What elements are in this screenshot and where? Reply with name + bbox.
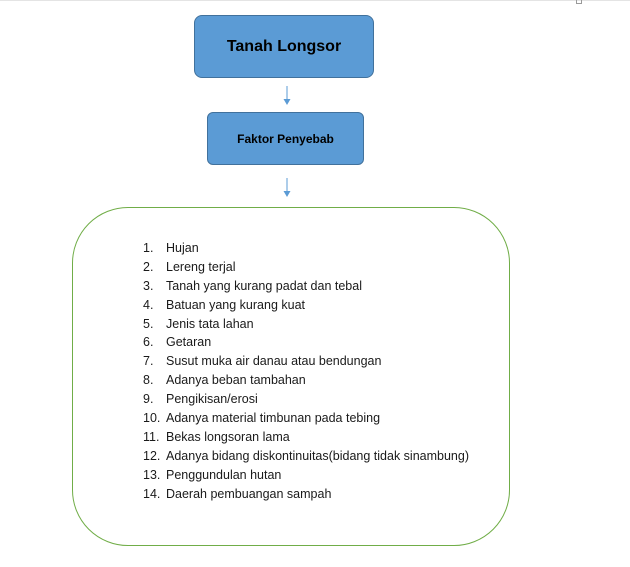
list-item-text: Batuan yang kurang kuat bbox=[166, 297, 305, 312]
list-item-text: Penggundulan hutan bbox=[166, 467, 282, 482]
arrow-down-icon bbox=[282, 86, 292, 106]
list-item-number: 10. bbox=[143, 411, 161, 426]
list-item-number: 12. bbox=[143, 448, 161, 463]
list-item-number: 4. bbox=[143, 297, 154, 312]
list-item-number: 11. bbox=[143, 429, 160, 444]
list-item bbox=[143, 333, 469, 352]
list-item bbox=[143, 277, 469, 296]
list-item-text: Adanya bidang diskontinuitas(bidang tidak sinambung) bbox=[166, 448, 469, 463]
list-item bbox=[143, 428, 469, 447]
list-item bbox=[143, 296, 469, 315]
list-item-number: 9. bbox=[143, 392, 154, 407]
list-item-text: Lereng terjal bbox=[166, 259, 236, 274]
list-item-text: Adanya material timbunan pada tebing bbox=[166, 411, 381, 426]
list-item-text: Daerah pembuangan sampah bbox=[166, 486, 332, 501]
list-item-number: 6. bbox=[143, 335, 154, 350]
list-item bbox=[143, 390, 469, 409]
list-item-number: 13. bbox=[143, 467, 161, 482]
factor-list bbox=[143, 239, 469, 503]
list-item-text: Adanya beban tambahan bbox=[166, 373, 306, 388]
list-item bbox=[143, 466, 469, 485]
subtitle-box bbox=[207, 112, 364, 165]
list-item bbox=[143, 447, 469, 466]
list-item bbox=[143, 239, 469, 258]
list-item-number: 8. bbox=[143, 373, 154, 388]
list-item-number: 1. bbox=[143, 241, 154, 255]
arrow-down-icon bbox=[282, 178, 292, 198]
list-item bbox=[143, 485, 469, 504]
list-item-number: 5. bbox=[143, 316, 154, 331]
list-item-text: Pengikisan/erosi bbox=[166, 392, 258, 407]
list-item bbox=[143, 315, 469, 334]
list-item-text: Getaran bbox=[166, 335, 212, 350]
list-item-number: 14. bbox=[143, 486, 161, 501]
title-box bbox=[194, 15, 374, 78]
list-item-text: Bekas longsoran lama bbox=[166, 429, 290, 444]
list-item bbox=[143, 409, 469, 428]
list-item-number: 3. bbox=[143, 278, 154, 293]
page-top-border bbox=[0, 0, 630, 1]
list-item-number: 7. bbox=[143, 354, 154, 369]
list-item-number: 2. bbox=[143, 259, 154, 274]
list-item bbox=[143, 371, 469, 390]
list-item-text: Hujan bbox=[166, 241, 199, 255]
title-label: Tanah Longsor bbox=[226, 37, 342, 55]
subtitle-label: Faktor Penyebab bbox=[237, 131, 334, 146]
page-corner-mark bbox=[576, 0, 582, 4]
list-item-text: Susut muka air danau atau bendungan bbox=[166, 354, 382, 369]
list-item-text: Tanah yang kurang padat dan tebal bbox=[166, 278, 362, 293]
list-item bbox=[143, 258, 469, 277]
list-item-text: Jenis tata lahan bbox=[166, 316, 254, 331]
list-item bbox=[143, 352, 469, 371]
